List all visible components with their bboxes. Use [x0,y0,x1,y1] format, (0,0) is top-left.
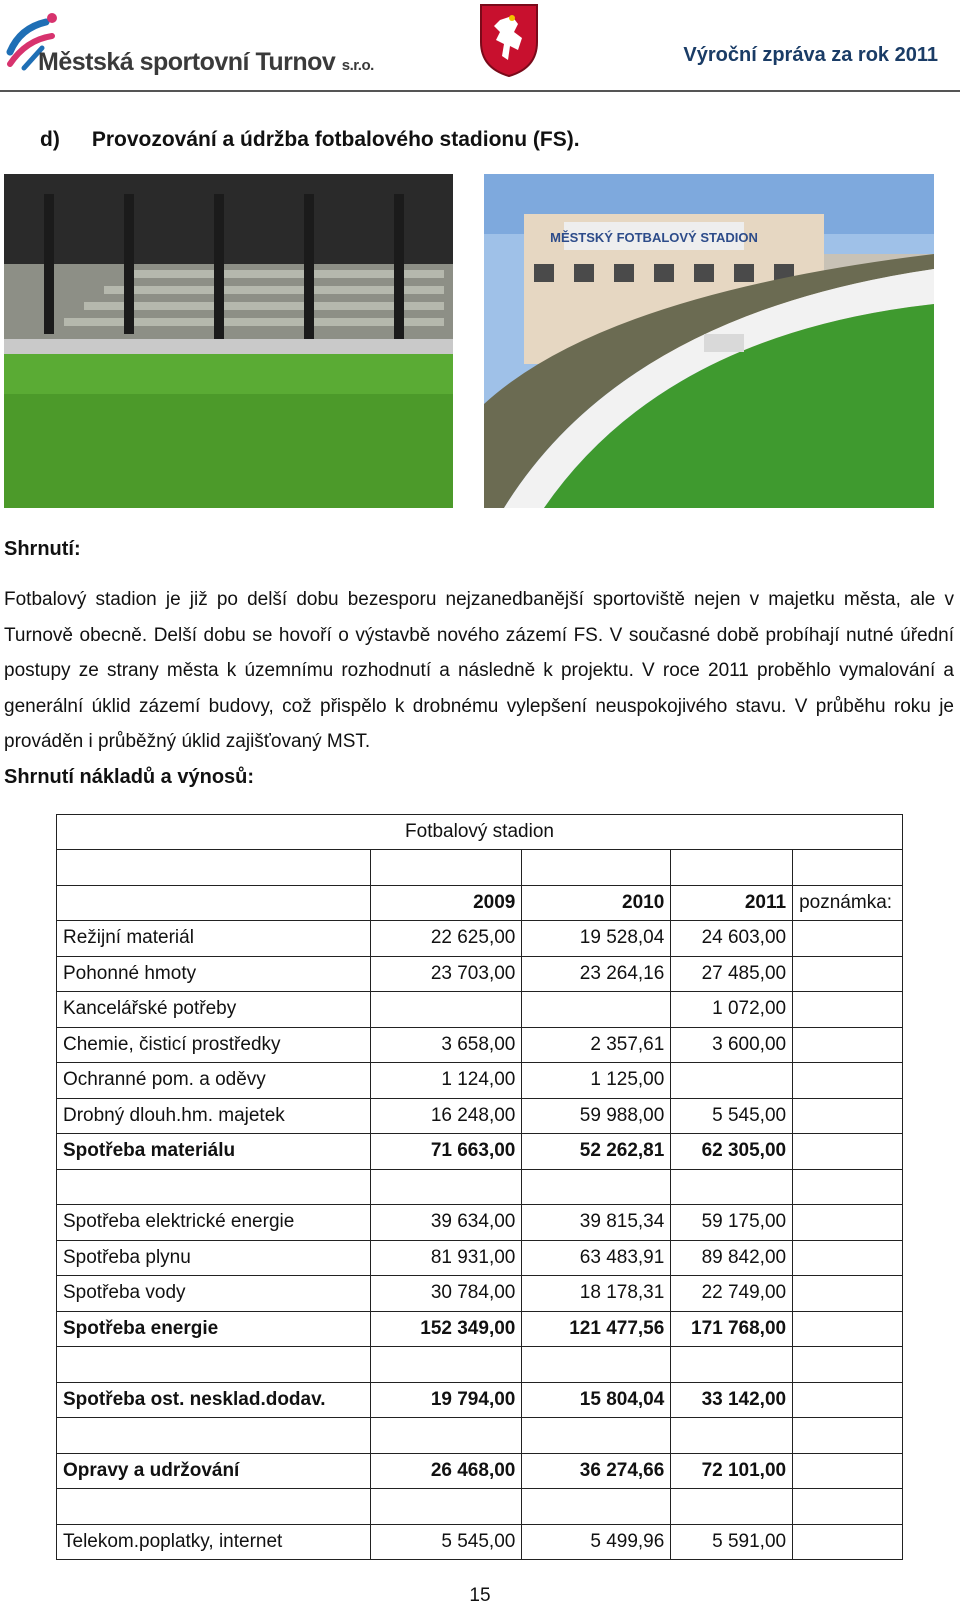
summary-paragraph: Fotbalový stadion je již po delší dobu bezesporu nejzanedbanější sportoviště nejen v majetku města, ale v Turnově obecně. Delší dobu se hovoří o výstavbě nového zázemí FS. V současné době probíhají nutné úřední postupy ze strany města k územnímu rozhodnutí a následně k projektu. V roce 2011 proběhlo vymalování a generální úklid zázemí budovy, což přispělo k drobnému vylepšení neuspokojivého stavu. V průběhu roku je prováděn i průběžný úklid zajišťovaný MST. [4,589,954,752]
value-2011: 1 072,00 [671,992,793,1028]
value-2009: 19 794,00 [371,1382,522,1418]
table-row [57,1276,903,1312]
grandstand-photo [4,174,453,508]
value-2011: 72 101,00 [671,1453,793,1489]
note-cell [793,1240,903,1276]
value-2011: 3 600,00 [671,1027,793,1063]
section-heading [40,128,580,152]
section-label: d) [40,128,60,151]
value-2010: 39 815,34 [522,1205,671,1241]
year-header-2009: 2009 [371,885,522,921]
value-2010: 19 528,04 [522,921,671,957]
value-2009: 16 248,00 [371,1098,522,1134]
table-header-row [57,885,903,921]
cost-item-name: Pohonné hmoty [57,956,371,992]
value-2010: 2 357,61 [522,1027,671,1063]
cost-item-name: Kancelářské potřeby [57,992,371,1028]
note-cell [793,1311,903,1347]
table-row [57,1240,903,1276]
table-row [57,1063,903,1099]
cost-item-name: Spotřeba energie [57,1311,371,1347]
table-spacer-row [57,1489,903,1525]
value-2010: 52 262,81 [522,1134,671,1170]
note-cell [793,1098,903,1134]
value-2010: 36 274,66 [522,1453,671,1489]
table-row [57,1098,903,1134]
cost-item-name: Spotřeba plynu [57,1240,371,1276]
table-spacer-row [57,1347,903,1383]
stadium-sign-text: MĚSTSKÝ FOTBALOVÝ STADION [550,230,758,245]
note-cell [793,1524,903,1560]
value-2010: 23 264,16 [522,956,671,992]
section-title: Provozování a údržba fotbalového stadionu (FS). [91,128,580,151]
table-spacer-row [57,1169,903,1205]
cost-item-name: Drobný dlouh.hm. majetek [57,1098,371,1134]
table-row [57,1382,903,1418]
value-2011: 27 485,00 [671,956,793,992]
cost-item-name: Spotřeba ost. nesklad.dodav. [57,1382,371,1418]
value-2011: 24 603,00 [671,921,793,957]
table-row [57,1134,903,1170]
cost-item-name: Spotřeba elektrické energie [57,1205,371,1241]
table-spacer-row [57,1418,903,1454]
value-2011: 22 749,00 [671,1276,793,1312]
logo-suffix: s.r.o. [341,57,374,74]
value-2009: 71 663,00 [371,1134,522,1170]
year-header-2010: 2010 [522,885,671,921]
note-cell [793,1134,903,1170]
value-2009 [371,992,522,1028]
value-2009: 22 625,00 [371,921,522,957]
value-2009: 1 124,00 [371,1063,522,1099]
value-2009: 26 468,00 [371,1453,522,1489]
value-2009: 3 658,00 [371,1027,522,1063]
value-2009: 23 703,00 [371,956,522,992]
note-cell [793,1205,903,1241]
value-2009: 81 931,00 [371,1240,522,1276]
page-header [0,0,960,96]
year-header-2011: 2011 [671,885,793,921]
value-2009: 30 784,00 [371,1276,522,1312]
value-2010: 18 178,31 [522,1276,671,1312]
note-cell [793,1063,903,1099]
note-cell [793,1382,903,1418]
value-2011: 59 175,00 [671,1205,793,1241]
value-2011: 89 842,00 [671,1240,793,1276]
value-2010: 5 499,96 [522,1524,671,1560]
stadium-building-photo [484,174,934,508]
cost-item-name: Ochranné pom. a oděvy [57,1063,371,1099]
summary-title: Shrnutí: [4,538,81,560]
note-cell [793,956,903,992]
coat-of-arms-icon [478,2,540,78]
logo-text [38,48,374,77]
table-row [57,1027,903,1063]
table-spacer-row [57,850,903,886]
note-cell [793,992,903,1028]
report-title: Výroční zpráva za rok 2011 [683,44,938,66]
note-cell [793,1276,903,1312]
value-2011: 171 768,00 [671,1311,793,1347]
table-row [57,1524,903,1560]
value-2010: 63 483,91 [522,1240,671,1276]
cost-item-name: Spotřeba vody [57,1276,371,1312]
table-row [57,956,903,992]
cost-item-name: Spotřeba materiálu [57,1134,371,1170]
value-2010: 15 804,04 [522,1382,671,1418]
value-2009: 5 545,00 [371,1524,522,1560]
costs-title: Shrnutí nákladů a výnosů: [4,766,255,788]
costs-table [56,814,903,1560]
value-2011 [671,1063,793,1099]
page-number: 15 [469,1585,491,1606]
table-row [57,1205,903,1241]
note-cell [793,1027,903,1063]
value-2011: 33 142,00 [671,1382,793,1418]
value-2011: 5 545,00 [671,1098,793,1134]
company-logo [6,8,406,80]
table-row [57,1453,903,1489]
note-header: poznámka: [793,885,903,921]
value-2011: 5 591,00 [671,1524,793,1560]
cost-item-name: Režijní materiál [57,921,371,957]
value-2010: 59 988,00 [522,1098,671,1134]
cost-item-name: Opravy a udržování [57,1453,371,1489]
value-2009: 39 634,00 [371,1205,522,1241]
logo-name: Městská sportovní Turnov [38,48,336,76]
cost-item-name: Chemie, čisticí prostředky [57,1027,371,1063]
note-cell [793,921,903,957]
table-title-row [57,815,903,850]
header-divider [0,90,960,92]
cost-item-name: Telekom.poplatky, internet [57,1524,371,1560]
value-2011: 62 305,00 [671,1134,793,1170]
table-title-cell: Fotbalový stadion [57,815,903,850]
table-row [57,921,903,957]
costs-table-body [57,815,903,1560]
table-row [57,992,903,1028]
value-2010 [522,992,671,1028]
note-cell [793,1453,903,1489]
value-2010: 1 125,00 [522,1063,671,1099]
value-2009: 152 349,00 [371,1311,522,1347]
table-row [57,1311,903,1347]
value-2010: 121 477,56 [522,1311,671,1347]
